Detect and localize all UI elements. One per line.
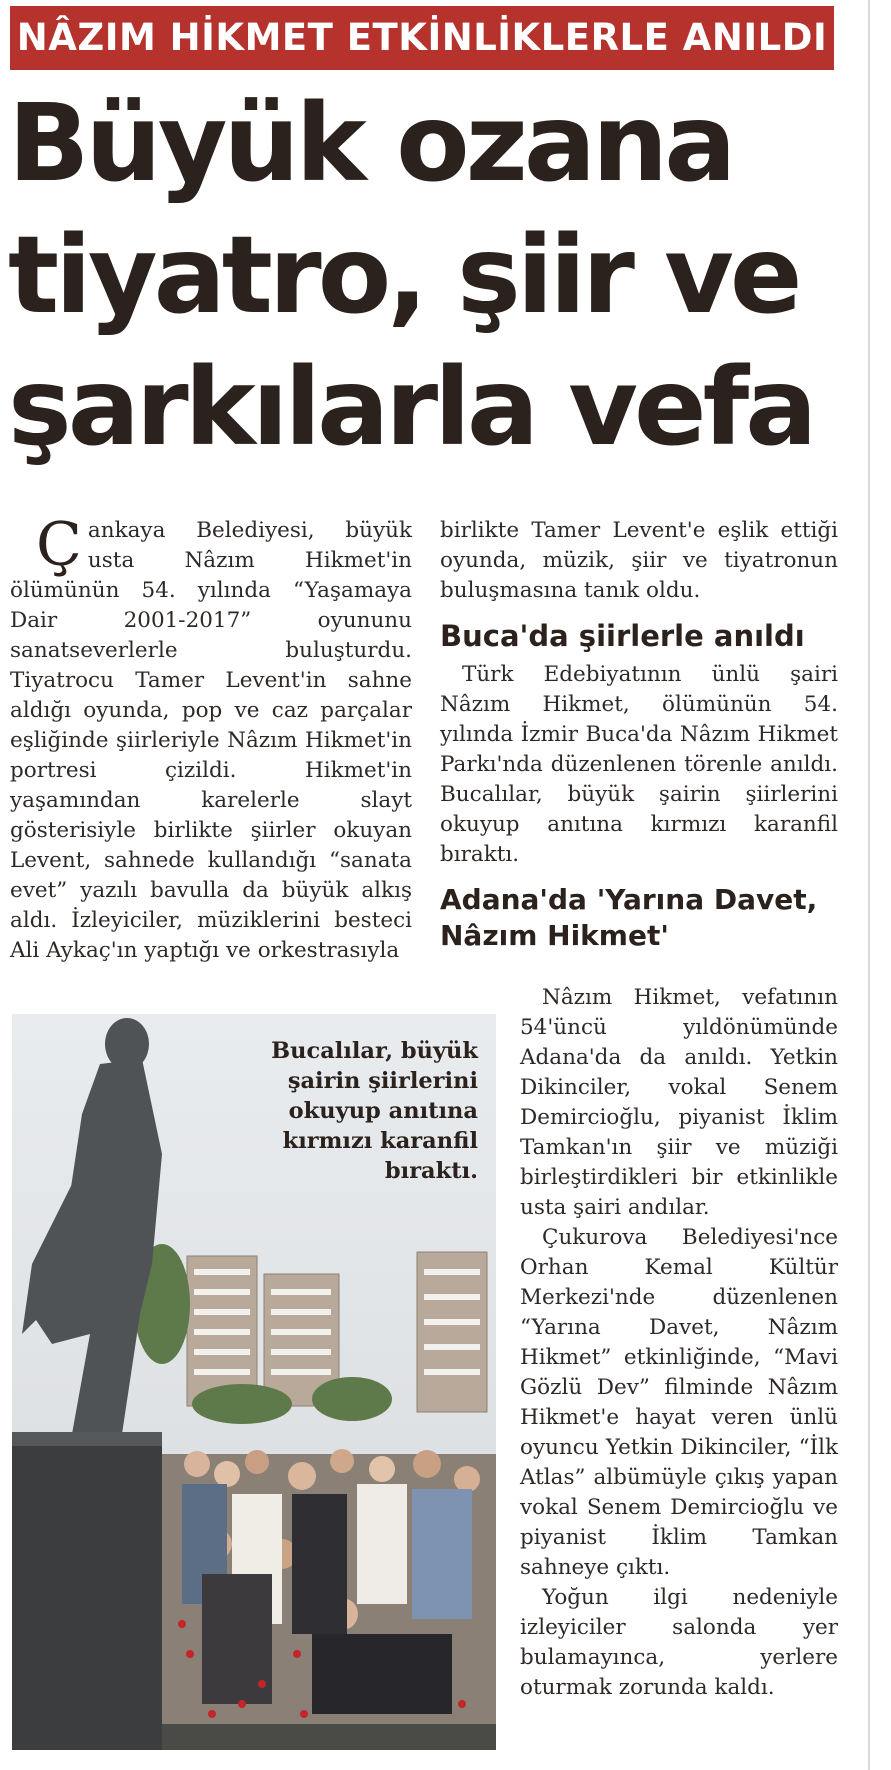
article-column-3	[520, 983, 838, 1703]
drop-cap: Ç	[36, 510, 82, 580]
intro-text: ankaya Belediyesi, büyük usta Nâzım Hikmet'in ölümünün 54. yılında “Yaşamaya Dair 2001-2017” oyununu sanatseverlerle buluşturdu. Tiyatrocu Tamer Levent'in sahne aldığı oyunda, pop ve caz parçalar eşliğinde şiirleriyle Nâzım Hikmet'in portresi çizildi. Hikmet'in yaşamından karelerle slayt gösterisiyle birlikte şiirler okuyan Levent, sahnede kullandığı “sanata evet” yazılı bavulla da büyük alkış aldı. İzleyiciler, müziklerini besteci Ali Aykaç'ın yaptığı ve orkestrasıyla	[10, 518, 412, 963]
headline-line-1: Büyük ozana	[8, 82, 733, 206]
crowd	[162, 1449, 496, 1750]
photo-caption: Bucalılar, büyük şairin şiirlerini okuyup anıtına kırmızı karanfil bıraktı.	[271, 1038, 478, 1184]
adana-paragraph-1: Nâzım Hikmet, vefatının 54'üncü yıldönümünde Adana'da da anıldı. Yetkin Dikinciler, vokal Senem Demircioğlu, piyanist İklim Tamkan'ın şiir ve müziği birleştirdikleri bir etkinlikle usta şairi andılar.	[520, 985, 838, 1220]
adana-heading: Adana'da 'Yarına Davet, Nâzım Hikmet'	[440, 883, 818, 952]
buca-paragraph: Türk Edebiyatının ünlü şairi Nâzım Hikmet, ölümünün 54. yılında İzmir Buca'da Nâzım Hikmet Parkı'nda düzenlenen törenle anıldı. Bucalılar, büyük şairin şiirlerini okuyup anıtına kırmızı karanfil bıraktı.	[440, 662, 838, 867]
adana-paragraph-3: Yoğun ilgi nedeniyle izleyiciler salonda yer bulamayınca, yerlere oturmak zorunda kaldı.	[520, 1585, 838, 1700]
ground	[162, 1724, 496, 1750]
news-photo	[12, 1014, 496, 1750]
kicker-banner: NÂZIM HİKMET ETKİNLİKLERLE ANILDI	[10, 6, 834, 70]
headline-line-3: şarkılarla vefa	[8, 346, 814, 470]
statue-pedestal	[12, 1432, 162, 1750]
headline-line-2: tiyatro, şiir ve	[8, 214, 799, 338]
intro-paragraph	[10, 510, 412, 966]
intro-continued: birlikte Tamer Levent'e eşlik ettiği oyunda, müzik, şiir ve tiyatronun buluşmasına tanık oldu.	[440, 518, 838, 603]
page-edge-rule	[868, 0, 870, 1770]
article-column-1	[10, 510, 412, 966]
buca-heading: Buca'da şiirlerle anıldı	[440, 619, 805, 653]
adana-paragraph-2: Çukurova Belediyesi'nce Orhan Kemal Kültür Merkezi'nde düzenlenen “Yarına Davet, Nâzım Hikmet” etkinliğinde, “Mavi Gözlü Dev” filminde Nâzım Hikmet'e hayat veren ünlü oyuncu Yetkin Dikinciler, “İlk Atlas” albümüyle çıkış yapan vokal Senem Demircioğlu ve piyanist İklim Tamkan sahneye çıktı.	[520, 1225, 838, 1580]
article-column-2	[440, 516, 838, 960]
headline	[8, 78, 838, 474]
